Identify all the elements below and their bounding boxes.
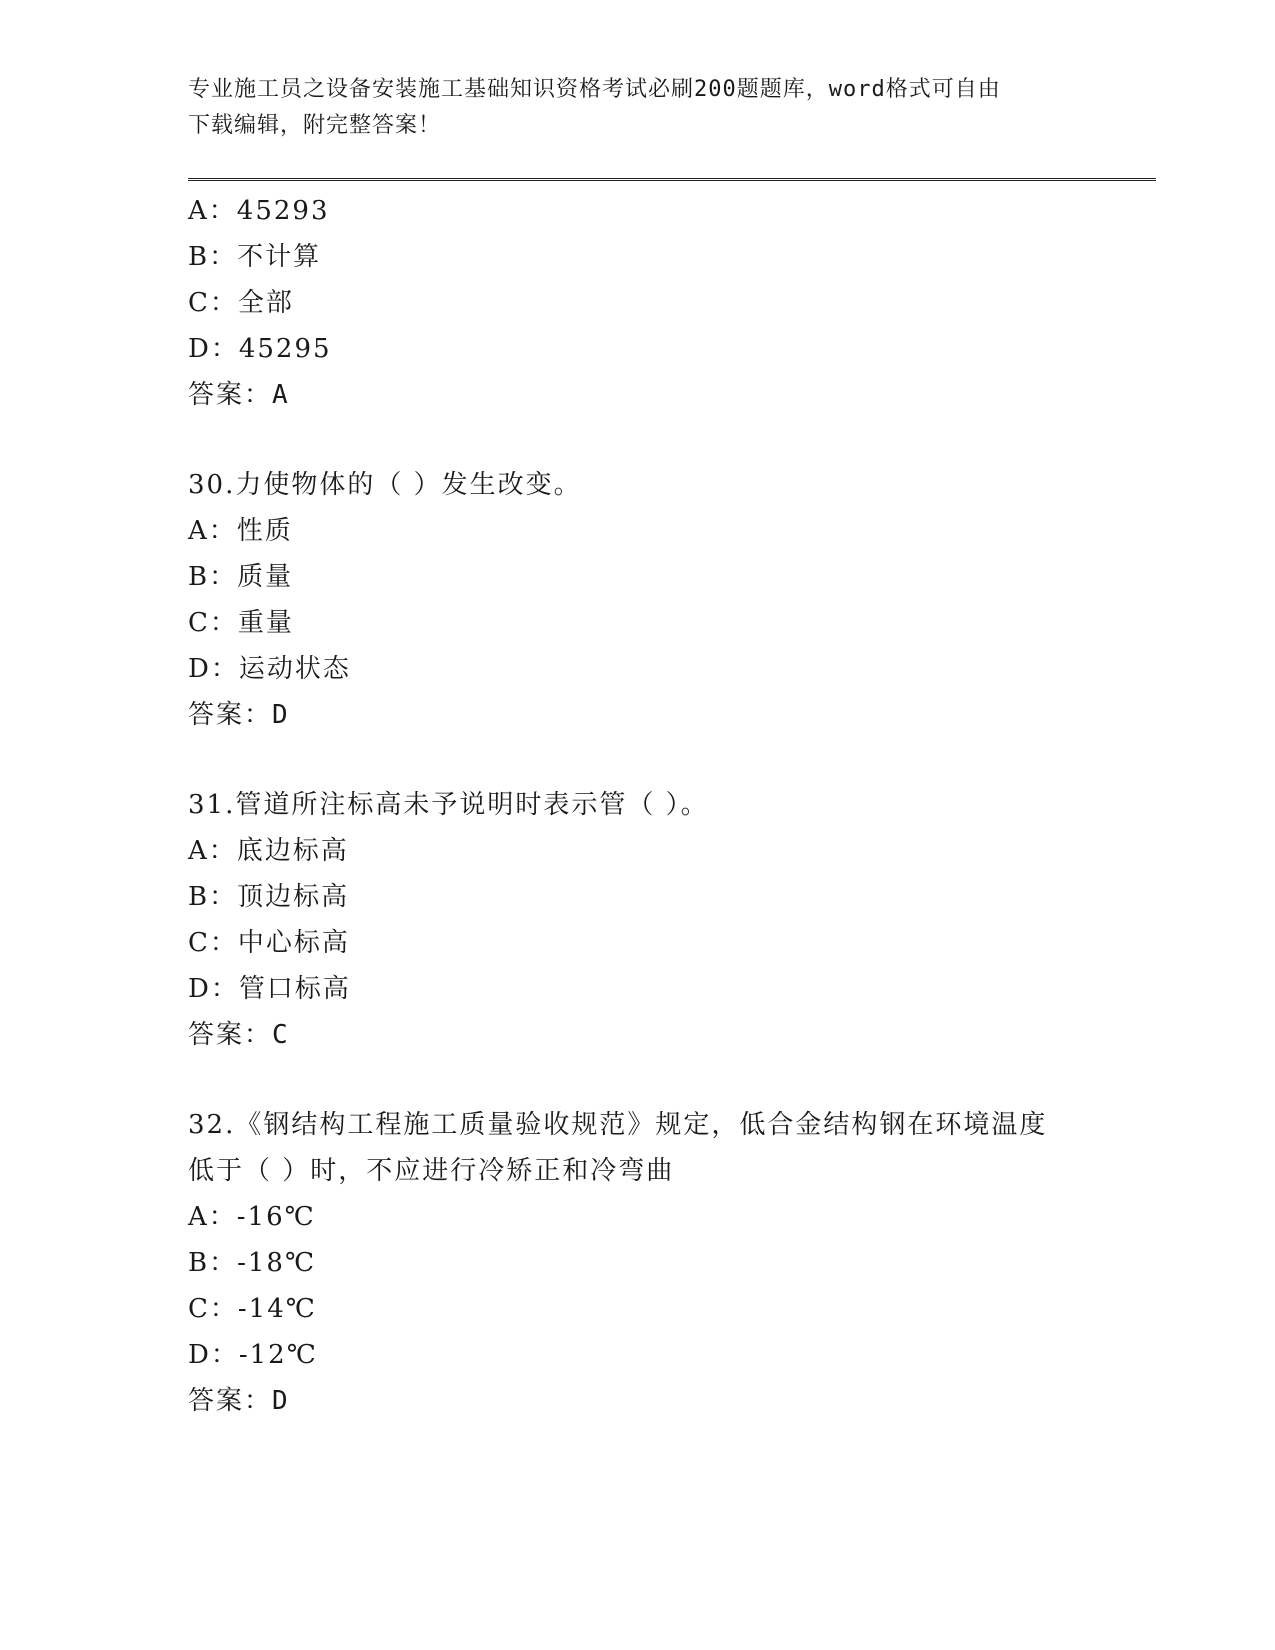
answer-line: 答案：D bbox=[188, 700, 290, 730]
option-a: A：底边标高 bbox=[188, 836, 349, 866]
option-b: B：-18℃ bbox=[188, 1248, 317, 1278]
option-d: D：运动状态 bbox=[188, 654, 351, 684]
question-stem-line-2: 低于（ ）时，不应进行冷矫正和冷弯曲 bbox=[188, 1156, 675, 1186]
answer-line: 答案：C bbox=[188, 1020, 290, 1050]
question-stem-line-1: 32.《钢结构工程施工质量验收规范》规定，低合金结构钢在环境温度 bbox=[188, 1110, 1048, 1140]
question-block-31 bbox=[188, 782, 1148, 1058]
option-d: D：管口标高 bbox=[188, 974, 351, 1004]
option-d: D：45295 bbox=[188, 334, 332, 364]
question-list bbox=[188, 188, 1148, 1424]
question-stem: 31.管道所注标高未予说明时表示管（ ）。 bbox=[188, 790, 709, 820]
header-divider bbox=[188, 178, 1156, 181]
option-c: C：全部 bbox=[188, 288, 294, 318]
question-block-30 bbox=[188, 462, 1148, 738]
answer-line: 答案：D bbox=[188, 1386, 290, 1416]
option-b: B：质量 bbox=[188, 562, 294, 592]
option-b: B：不计算 bbox=[188, 242, 322, 272]
option-d: D：-12℃ bbox=[188, 1340, 318, 1370]
header-line-2: 下载编辑，附完整答案！ bbox=[188, 113, 442, 138]
option-a: A：45293 bbox=[188, 196, 330, 226]
option-c: C：-14℃ bbox=[188, 1294, 317, 1324]
document-header bbox=[188, 72, 1068, 144]
option-c: C：中心标高 bbox=[188, 928, 350, 958]
question-block-32 bbox=[188, 1102, 1148, 1424]
answer-line: 答案：A bbox=[188, 380, 290, 410]
option-a: A：-16℃ bbox=[188, 1202, 316, 1232]
question-stem: 30.力使物体的（ ）发生改变。 bbox=[188, 470, 582, 500]
header-line-1: 专业施工员之设备安装施工基础知识资格考试必刷200题题库，word格式可自由 bbox=[188, 77, 1001, 102]
option-b: B：顶边标高 bbox=[188, 882, 350, 912]
option-a: A：性质 bbox=[188, 516, 293, 546]
option-c: C：重量 bbox=[188, 608, 294, 638]
question-block-prev bbox=[188, 188, 1148, 418]
